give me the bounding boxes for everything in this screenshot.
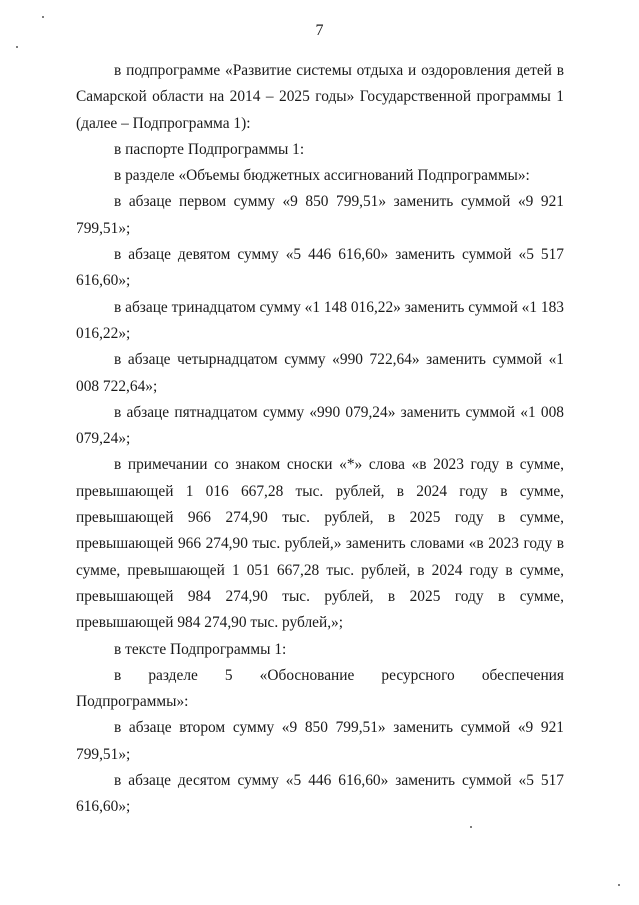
paragraph-amend-first: в абзаце первом сумму «9 850 799,51» заменить суммой «9 921 799,51»; — [76, 193, 564, 237]
paragraph-budget-section: в разделе «Объемы бюджетных ассигнований Подпрограммы»: — [114, 167, 530, 185]
paragraph-subprogram-intro: в подпрограмме «Развитие системы отдыха и оздоровления детей в Самарской области на 2014 – 2025 годы» Государственной программы 1 (далее – Подпрограмма 1): — [76, 62, 564, 132]
scan-speck — [470, 826, 472, 828]
scan-speck — [618, 884, 620, 886]
page-number: 7 — [315, 22, 324, 39]
scan-speck — [42, 16, 44, 18]
paragraph-subprogram-text: в тексте Подпрограммы 1: — [114, 640, 287, 658]
paragraph-footnote-note: в примечании со знаком сноски «*» слова «в 2023 году в сумме, превышающей 1 016 667,28 тыс. рублей, в 2024 году в сумме, превышающей 966 274,90 тыс. рублей, в 2025 году в сумме, превышающей 966 274,90 тыс. рублей,» заменить словами «в 2023 году в сумме, превышающей 1 051 667,28 тыс. рублей, в 2024 году в сумме, превышающей 984 274,90 тыс. рублей, в 2025 году в сумме, превышающей 984 274,90 тыс. рублей,»; — [76, 456, 564, 632]
paragraph-amend-fifteenth: в абзаце пятнадцатом сумму «990 079,24» заменить суммой «1 008 079,24»; — [76, 403, 564, 448]
scan-speck — [16, 46, 18, 48]
paragraph-amend-fourteenth: в абзаце четырнадцатом сумму «990 722,64» заменить суммой «1 008 722,64»; — [76, 351, 564, 395]
paragraph-amend-second: в абзаце втором сумму «9 850 799,51» заменить суммой «9 921 799,51»; — [76, 719, 564, 763]
paragraph-amend-ninth: в абзаце девятом сумму «5 446 616,60» заменить суммой «5 517 616,60»; — [76, 246, 564, 290]
paragraph-amend-tenth: в абзаце десятом сумму «5 446 616,60» заменить суммой «5 517 616,60»; — [76, 772, 564, 816]
paragraph-section-5: в разделе 5 «Обоснование ресурсного обеспечения Подпрограммы»: — [76, 666, 564, 711]
document-body — [76, 58, 564, 821]
paragraph-amend-thirteenth: в абзаце тринадцатом сумму «1 148 016,22» заменить суммой «1 183 016,22»; — [76, 298, 564, 342]
paragraph-passport: в паспорте Подпрограммы 1: — [114, 140, 305, 158]
